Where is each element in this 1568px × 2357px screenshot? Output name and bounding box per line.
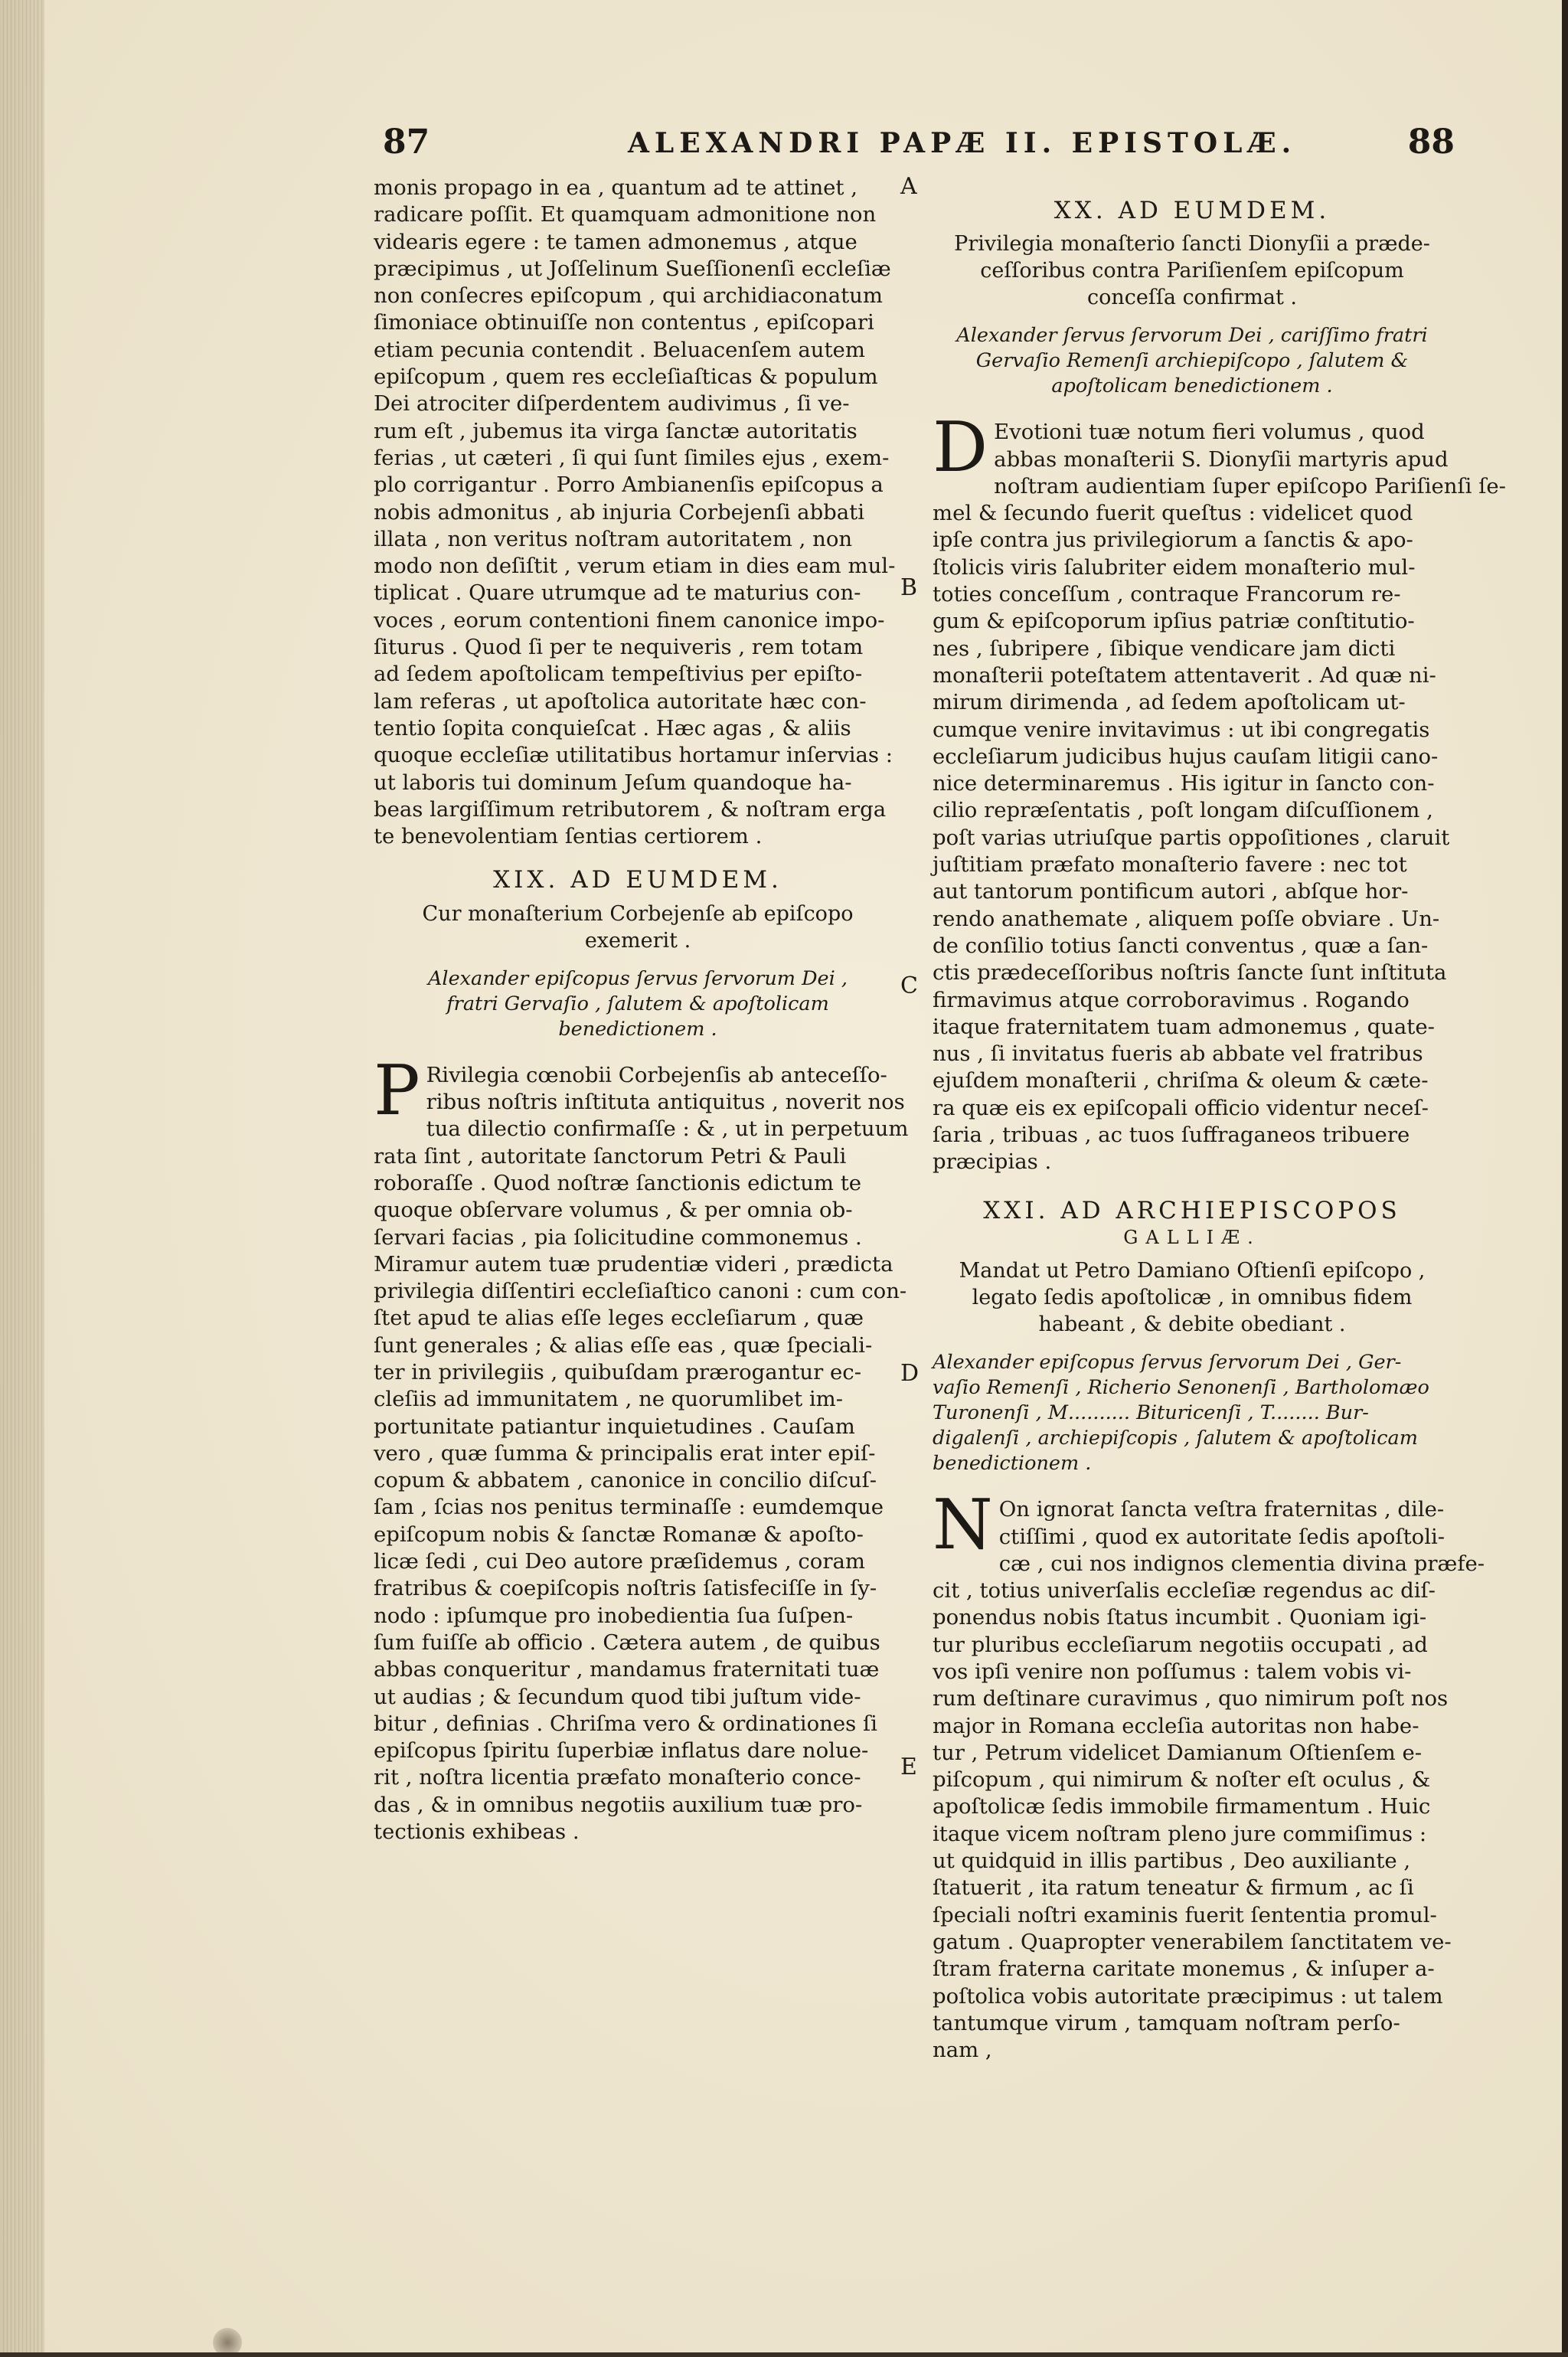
text-line: ſtatuerit , ita ratum teneatur & firmum , ac ſi	[933, 1875, 1414, 1901]
text-line: præcipimus , ut Joſſelinum Sueſſionenſi eccleſiæ	[374, 256, 891, 281]
text-line: vero , quæ ſumma & principalis erat inter epiſ-	[374, 1440, 876, 1466]
text-line: ejuſdem monaſterii , chriſma & oleum & cæte-	[933, 1068, 1429, 1094]
body-lines	[374, 1050, 909, 1846]
letter-body-xx	[933, 407, 1506, 1175]
summary-line: conceſſa confirmat .	[1087, 286, 1297, 310]
text-line: On ignorat ſancta veſtra fraternitas , dile-	[998, 1497, 1445, 1522]
text-line: ut laboris tui dominum Jeſum quandoque ha-	[374, 770, 852, 795]
text-line: rendo anathemate , aliquem poſſe obviare . Un-	[933, 906, 1440, 931]
section-title-xxi-line2: GALLIÆ.	[1123, 1226, 1261, 1248]
running-header	[383, 123, 1455, 176]
text-line: piſcopum , qui nimirum & noſter eſt oculus , &	[933, 1767, 1431, 1793]
text-line: ponendus nobis ſtatus incumbit . Quoniam igi-	[933, 1605, 1427, 1630]
text-line: das , & in omnibus negotiis auxilium tuæ pro-	[374, 1792, 863, 1817]
text-line: tur pluribus eccleſiarum negotiis occupati , ad	[933, 1632, 1428, 1657]
text-line: ſtram fraterna caritate monemus , & inſuper a-	[933, 1957, 1435, 1982]
text-line: modo non deſiſtit , verum etiam in dies eam mul-	[374, 554, 896, 579]
page-number-right: 88	[1407, 123, 1455, 162]
summary-line: ceſſoribus contra Pariſienſem epiſcopum	[980, 259, 1404, 283]
text-line: major in Romana eccleſia autoritas non habe-	[933, 1713, 1419, 1738]
salutation-xix	[374, 966, 902, 1042]
text-line: tentio ſopita conquieſcat . Hæc agas , & aliis	[374, 715, 851, 740]
text-line: rata ſint , autoritate ſanctorum Petri & Pauli	[374, 1143, 847, 1169]
ink-smudge	[213, 2328, 242, 2357]
salutation-line: Alexander epiſcopus ſervus ſervorum Dei ,	[428, 966, 848, 990]
text-line: ſtolicis viris ſalubriter eidem monaſterio mul-	[933, 554, 1416, 580]
text-line: videaris egere : te tamen admonemus , atque	[374, 229, 858, 254]
text-line: nice determinaremus . His igitur in ſancto con-	[933, 771, 1435, 796]
text-line: ctis prædeceſſoribus noſtris ſancte ſunt inſtituta	[933, 960, 1447, 986]
text-line: cæ , cui nos indignos clementia divina præfe-	[998, 1551, 1485, 1576]
text-line: epiſcopum , quem res eccleſiaſticas & populum	[374, 365, 878, 390]
text-line: itaque vicem noſtram pleno jure commiſimus :	[933, 1821, 1427, 1846]
text-line: ſiturus . Quod ſi per te nequiveris , rem totam	[374, 635, 864, 660]
text-line: gum & epiſcoporum ipſius patriæ conſtitutio-	[933, 609, 1415, 634]
margin-letter-c: C	[900, 973, 918, 999]
text-line: ad ſedem apoſtolicam tempeſtivius per epiſto-	[374, 662, 863, 687]
text-line: ſaria , tribuas , ac tuos ſuffraganeos tribuere	[933, 1123, 1410, 1148]
text-line: vos ipſi venire non poſſumus : talem vobis vi-	[933, 1659, 1412, 1684]
text-line: lam referas , ut apoſtolica autoritate hæc con-	[374, 688, 867, 714]
text-line: rum eſt , jubemus ita virga ſanctæ autoritatis	[374, 418, 858, 443]
salutation-line: apoſtolicam benedictionem .	[1051, 374, 1333, 398]
text-line: ut audias ; & ſecundum quod tibi juſtum vide-	[374, 1684, 861, 1709]
text-line: beas largiſſimum retributorem , & noſtram erga	[374, 796, 887, 822]
text-line: abbas conqueritur , mandamus fraternitati tuæ	[374, 1657, 880, 1682]
section-title-xx: XX. AD EUMDEM.	[1054, 197, 1331, 224]
salutation-line: vaſio Remenſi , Richerio Senonenſi , Bartholomæo	[933, 1376, 1429, 1400]
page-number-left: 87	[383, 123, 430, 162]
text-line: cit , totius univerſalis eccleſiæ regendus ac diſ-	[933, 1578, 1436, 1603]
text-line: privilegia diſſentiri eccleſiaſtico canoni : cum con-	[374, 1279, 907, 1304]
text-line: abbas monaſterii S. Dionyſii martyris apud	[994, 446, 1449, 472]
text-line: firmavimus atque corroboravimus . Rogando	[933, 987, 1410, 1012]
summary-line: Cur monaſterium Corbejenſe ab epiſcopo	[422, 901, 854, 926]
text-line: poſtolica vobis autoritate præcipimus : ut talem	[933, 1983, 1443, 2009]
text-line: noſtram audientiam ſuper epiſcopo Pariſienſi ſe-	[994, 473, 1506, 499]
text-line: tectionis exhibeas .	[374, 1819, 580, 1845]
section-summary-xix	[374, 901, 902, 954]
text-line: tantumque virum , tamquam noſtram perſo-	[933, 2010, 1400, 2035]
text-line: ſtet apud te alias eſſe leges eccleſiarum , quæ	[374, 1306, 864, 1331]
summary-line: exemerit .	[584, 928, 691, 953]
text-line: toties conceſſum , contraque Francorum re-	[933, 582, 1401, 607]
section-summary-xx	[933, 230, 1452, 311]
text-line: ipſe contra jus privilegiorum a ſanctis & apo-	[933, 528, 1413, 553]
text-line: Evotioni tuæ notum fieri volumus , quod	[994, 420, 1425, 445]
text-line: plo corrigantur . Porro Ambianenſis epiſcopus a	[374, 472, 884, 498]
page-stack-edge	[0, 0, 44, 2352]
body-lines	[933, 407, 1506, 1175]
text-line: quoque eccleſiæ utilitatibus hortamur inſervias :	[374, 743, 893, 768]
salutation-line: Alexander ſervus ſervorum Dei , cariſſimo fratri	[956, 324, 1428, 348]
binding-edge	[1562, 0, 1568, 2352]
letter-body-xxi	[933, 1485, 1485, 2064]
text-line: itaque fraternitatem tuam admonemus , quate-	[933, 1014, 1435, 1039]
text-line: apoſtolicæ ſedis immobile firmamentum . Huic	[933, 1794, 1431, 1819]
text-line: eccleſiarum judicibus hujus cauſam litigii cano-	[933, 744, 1439, 769]
text-line: nus , ſi invitatus fueris ab abbate vel fratribus	[933, 1041, 1423, 1067]
summary-line: legato ſedis apoſtolicæ , in omnibus fidem	[972, 1286, 1413, 1310]
letter-body-xix	[374, 1050, 909, 1846]
salutation-line: benedictionem .	[558, 1017, 717, 1041]
text-line: voces , eorum contentioni finem canonice impo-	[374, 607, 885, 633]
text-line: rum deſtinare curavimus , quo nimirum poſt nos	[933, 1686, 1449, 1711]
text-line: tua dilectio confirmaſſe : & , ut in perpetuum	[426, 1116, 909, 1142]
text-line: juſtitiam præfato monaſterio favere : nec tot	[933, 852, 1407, 878]
salutation-line: fratri Gervaſio , ſalutem & apoſtolicam	[446, 992, 829, 1015]
text-line: ſpeciali noſtri examinis fuerit ſententia promul-	[933, 1902, 1437, 1927]
text-line: monis propago in ea , quantum ad te attinet ,	[374, 175, 858, 200]
text-line: bitur , definias . Chriſma vero & ordinationes ſi	[374, 1711, 877, 1736]
drop-cap: D	[933, 407, 988, 489]
text-line: quoque obſervare volumus , & per omnia ob-	[374, 1198, 853, 1223]
summary-line: habeant , & debite obediant .	[1038, 1313, 1346, 1337]
section-title-xix: XIX. AD EUMDEM.	[493, 866, 782, 894]
text-line: aut tantorum pontificum autori , abſque hor-	[933, 879, 1409, 904]
text-line: ſimoniace obtinuiſſe non contentus , epiſcopari	[374, 310, 874, 335]
text-line: tiplicat . Quare utrumque ad te maturius con-	[374, 580, 861, 606]
salutation-line: Alexander epiſcopus ſervus ſervorum Dei , Ger-	[933, 1351, 1402, 1375]
text-line: Dei atrociter diſperdentem audivimus , ſi ve-	[374, 391, 850, 417]
text-line: cilio repræſentatis , poſt longam diſcuſſionem ,	[933, 798, 1433, 823]
salutation-xx	[933, 323, 1452, 399]
text-line: gatum . Quapropter venerabilem ſanctitatem ve-	[933, 1929, 1452, 1954]
salutation-xxi	[933, 1350, 1452, 1476]
summary-line: Privilegia monaſterio ſancti Dionyſii a præde-	[954, 232, 1430, 257]
drop-cap: P	[374, 1050, 420, 1131]
text-line: cleſiis ad immunitatem , ne quorumlibet im-	[374, 1387, 844, 1412]
text-line: ctiſſimi , quod ex autoritate ſedis apoſtoli-	[998, 1524, 1446, 1549]
text-line: fratribus & coepiſcopis noſtris ſatisfeciſſe in ſy-	[374, 1576, 877, 1601]
text-line: non conſecres epiſcopum , qui archidiaconatum	[374, 283, 883, 309]
text-line: ſervari facias , pia ſolicitudine commonemus .	[374, 1224, 862, 1250]
margin-letter-b: B	[900, 574, 918, 601]
right-column	[933, 175, 1506, 2064]
text-line: cumque venire invitavimus : ut ibi congregatis	[933, 717, 1430, 742]
text-line: nam ,	[933, 2038, 992, 2063]
text-line: præcipias .	[933, 1149, 1052, 1175]
text-line: te benevolentiam ſentias certiorem .	[374, 824, 763, 849]
text-line: portunitate patiantur inquietudines . Cauſam	[374, 1414, 855, 1439]
text-line: radicare poſſit. Et quamquam admonitione non	[374, 202, 877, 227]
section-title-xxi: XXI. AD ARCHIEPISCOPOS	[983, 1196, 1401, 1224]
text-line: poſt varias utriuſque partis oppoſitiones , claruit	[933, 825, 1450, 850]
body-lines	[933, 1485, 1485, 2064]
running-title: ALEXANDRI PAPÆ II. EPISTOLÆ.	[628, 127, 1297, 159]
text-line: roboraſſe . Quod noſtræ ſanctionis edictum te	[374, 1170, 862, 1195]
salutation-line: Gervaſio Remenſi archiepiſcopo , ſalutem &	[975, 349, 1409, 373]
left-column	[374, 175, 909, 1845]
text-line: licæ ſedi , cui Deo autore præſidemus , coram	[374, 1549, 865, 1574]
text-line: nodo : ipſumque pro inobedientia ſua ſuſpen-	[374, 1603, 854, 1628]
text-line: nes , ſubripere , ſibique vendicare jam dicti	[933, 636, 1396, 661]
text-line: etiam pecunia contendit . Beluacenſem autem	[374, 337, 865, 362]
margin-letter-a: A	[900, 173, 917, 200]
section-summary-xxi	[933, 1257, 1452, 1338]
text-line: ſunt generales ; & alias eſſe eas , quæ ſpeciali-	[374, 1332, 873, 1358]
text-line: ribus noſtris inſtituta antiquitus , noverit nos	[426, 1090, 905, 1115]
text-line: ſum fuiſſe ab officio . Cætera autem , de quibus	[374, 1630, 880, 1655]
text-line: Miramur autem tuæ prudentiæ videri , prædicta	[374, 1251, 893, 1277]
text-line: ferias , ut cæteri , ſi qui ſunt ſimiles ejus , exem-	[374, 445, 890, 470]
text-line: Rivilegia cœnobii Corbejenſis ab anteceſſo-	[426, 1062, 887, 1087]
text-line: ter in privilegiis , quibuſdam prærogantur ec-	[374, 1359, 861, 1384]
text-line: monaſterii poteſtatem attentaverit . Ad quæ ni-	[933, 662, 1436, 688]
text-line: illata , non veritus noſtram autoritatem , non	[374, 526, 853, 551]
text-line: de conſilio totius ſancti conventus , quæ a ſan-	[933, 933, 1429, 958]
text-line: ſam , ſcias nos penitus terminaſſe : eumdemque	[374, 1495, 884, 1520]
margin-letter-e: E	[900, 1754, 917, 1780]
text-line: ra quæ eis ex epiſcopali officio videntur neceſ-	[933, 1095, 1429, 1120]
salutation-line: digalenſi , archiepiſcopis , ſalutem & apoſtolicam	[933, 1427, 1418, 1450]
text-line: tur , Petrum videlicet Damianum Oſtienſem e-	[933, 1740, 1423, 1765]
intro-text	[374, 175, 902, 850]
text-line: mirum dirimenda , ad ſedem apoſtolicam ut-	[933, 690, 1406, 715]
summary-line: Mandat ut Petro Damiano Oſtienſi epiſcopo ,	[959, 1259, 1426, 1283]
text-line: mel & ſecundo fuerit queſtus : videlicet quod	[933, 501, 1413, 526]
text-line: ut quidquid in illis partibus , Deo auxiliante ,	[933, 1849, 1411, 1874]
text-line: copum & abbatem , canonice in concilio diſcuſ-	[374, 1468, 877, 1493]
salutation-line: benedictionem .	[933, 1452, 1092, 1476]
margin-letter-d: D	[900, 1360, 920, 1387]
text-line: rit , noſtra licentia præfato monaſterio conce-	[374, 1765, 861, 1790]
text-line: nobis admonitus , ab injuria Corbejenſi abbati	[374, 499, 865, 525]
drop-cap: N	[933, 1485, 993, 1566]
text-line: epiſcopus ſpiritu ſuperbiæ inflatus dare nolue-	[374, 1738, 869, 1764]
salutation-line: Turonenſi , M.......... Bituricenſi , T........ Bur-	[933, 1401, 1369, 1425]
text-line: epiſcopum nobis & ſanctæ Romanæ & apoſto-	[374, 1522, 864, 1547]
